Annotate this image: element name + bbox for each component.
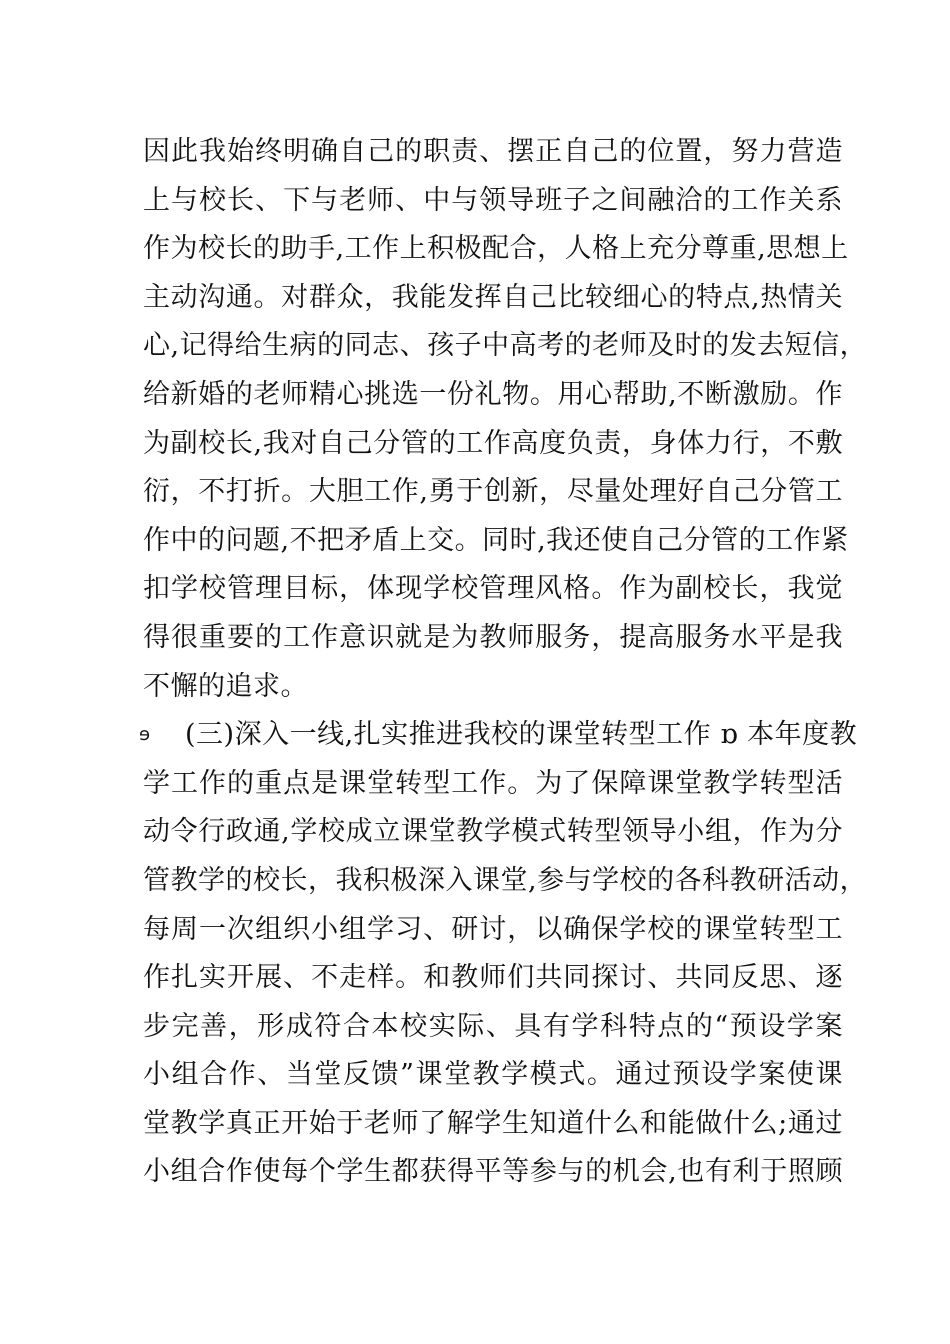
- text-line: 扣学校管理目标，体现学校管理风格。作为副校长，我觉: [143, 573, 843, 605]
- text-line: 作为校长的助手,工作上积极配合，人格上充分尊重,思想上: [143, 233, 849, 265]
- section-heading-line: [139, 711, 858, 760]
- text-line: 作扎实开展、不走样。和教师们共同探讨、共同反思、逐: [143, 962, 843, 994]
- paragraph-mark-icon: ɘ: [139, 724, 151, 746]
- text-line: 主动沟通。对群众，我能发挥自己比较细心的特点,热情关: [143, 281, 843, 313]
- text-line: 得很重要的工作意识就是为教师服务，提高服务水平是我: [143, 621, 843, 653]
- text-line: 学工作的重点是课堂转型工作。为了保障课堂教学转型活: [143, 767, 843, 799]
- text-line: 不懈的追求。: [143, 670, 308, 702]
- text-line: 小组合作使每个学生都获得平等参与的机会,也有利于照顾: [143, 1156, 843, 1188]
- body-text: [139, 128, 868, 1197]
- text-line: 动令行政通,学校成立课堂教学模式转型领导小组，作为分: [143, 816, 843, 848]
- text-line: 步完善，形成符合本校实际、具有学科特点的“预设学案: [143, 1010, 843, 1042]
- text-line: 为副校长,我对自己分管的工作高度负责，身体力行，不敷: [143, 427, 843, 459]
- text-line: 作中的问题,不把矛盾上交。同时,我还使自己分管的工作紧: [143, 524, 849, 556]
- text-line: 上与校长、下与老师、中与领导班子之间融洽的工作关系: [143, 184, 843, 216]
- text-line: 给新婚的老师精心挑选一份礼物。用心帮助,不断激励。作: [143, 378, 843, 410]
- text-line: 堂教学真正开始于老师了解学生知道什么和能做什么;通过: [143, 1107, 843, 1139]
- text-line: 心,记得给生病的同志、孩子中高考的老师及时的发去短信，: [143, 330, 868, 362]
- text-line: 管教学的校长，我积极深入课堂,参与学校的各科教研活动，: [143, 864, 868, 896]
- text-line: 衍，不打折。大胆工作,勇于创新，尽量处理好自己分管工: [143, 476, 843, 508]
- text-line: 每周一次组织小组学习、研讨，以确保学校的课堂转型工: [143, 913, 843, 945]
- text-line: 因此我始终明确自己的职责、摆正自己的位置，努力营造: [143, 136, 843, 167]
- section-heading: (三)深入一线,扎实推进我校的课堂转型工作 ɒ 本年度教: [185, 719, 858, 751]
- text-line: 小组合作、当堂反馈”课堂教学模式。通过预设学案使课: [143, 1059, 843, 1091]
